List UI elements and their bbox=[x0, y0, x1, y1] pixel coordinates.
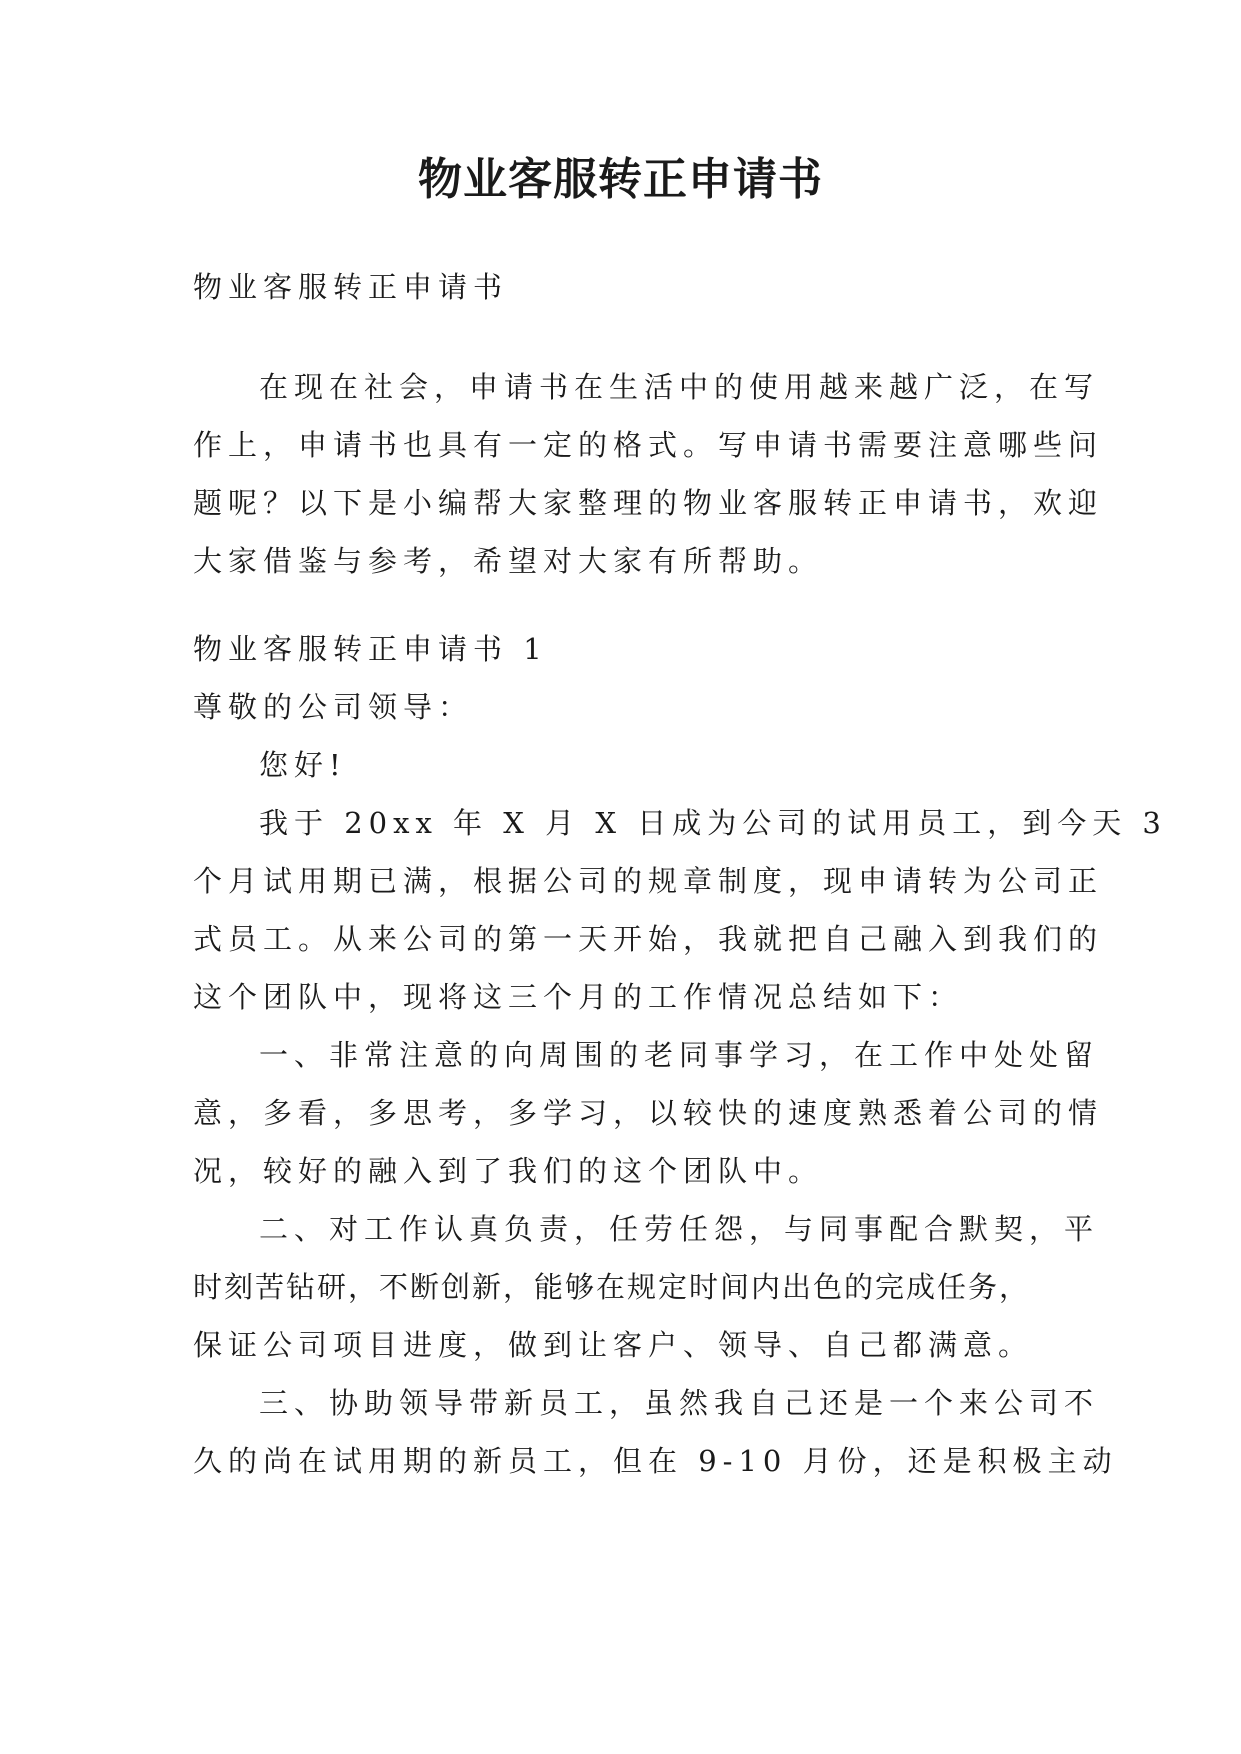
intro-line: 在现在社会，申请书在生活中的使用越来越广泛，在写 bbox=[259, 370, 1100, 404]
intro-paragraph bbox=[193, 358, 1104, 590]
document-subtitle-block bbox=[193, 258, 1055, 316]
paragraph-line: 一、非常注意的向周围的老同事学习，在工作中处处留 bbox=[259, 1038, 1100, 1072]
paragraph-line: 二、对工作认真负责，任劳任怨，与同事配合默契，平 bbox=[259, 1212, 1100, 1246]
paragraph-line: 意，多看，多思考，多学习，以较快的速度熟悉着公司的情 bbox=[193, 1096, 1104, 1130]
letter-section bbox=[193, 620, 1167, 1490]
paragraph-line: 个月试用期已满，根据公司的规章制度，现申请转为公司正 bbox=[193, 864, 1104, 898]
document-subtitle: 物业客服转正申请书 bbox=[193, 270, 509, 304]
document-title: 物业客服转正申请书 bbox=[418, 154, 823, 205]
paragraph-line: 保证公司项目进度，做到让客户、领导、自己都满意。 bbox=[193, 1328, 1034, 1362]
paragraph-line: 这个团队中，现将这三个月的工作情况总结如下： bbox=[193, 980, 964, 1014]
greeting: 您好! bbox=[259, 748, 347, 782]
salutation: 尊敬的公司领导： bbox=[193, 690, 474, 724]
section-heading: 物业客服转正申请书 1 bbox=[193, 632, 548, 666]
paragraph-line: 我于 20xx 年 X 月 X 日成为公司的试用员工，到今天 3 bbox=[259, 806, 1167, 840]
paragraph-line: 三、协助领导带新员工，虽然我自己还是一个来公司不 bbox=[259, 1386, 1100, 1420]
paragraph-line: 时刻苦钻研，不断创新，能够在规定时间内出色的完成任务， bbox=[193, 1270, 1031, 1304]
intro-line: 题呢？以下是小编帮大家整理的物业客服转正申请书，欢迎 bbox=[193, 486, 1104, 520]
paragraph-line: 况，较好的融入到了我们的这个团队中。 bbox=[193, 1154, 824, 1188]
intro-line: 大家借鉴与参考，希望对大家有所帮助。 bbox=[193, 544, 824, 578]
intro-line: 作上，申请书也具有一定的格式。写申请书需要注意哪些问 bbox=[193, 428, 1104, 462]
paragraph-line: 久的尚在试用期的新员工，但在 9-10 月份，还是积极主动 bbox=[193, 1444, 1118, 1478]
paragraph-line: 式员工。从来公司的第一天开始，我就把自己融入到我们的 bbox=[193, 922, 1104, 956]
